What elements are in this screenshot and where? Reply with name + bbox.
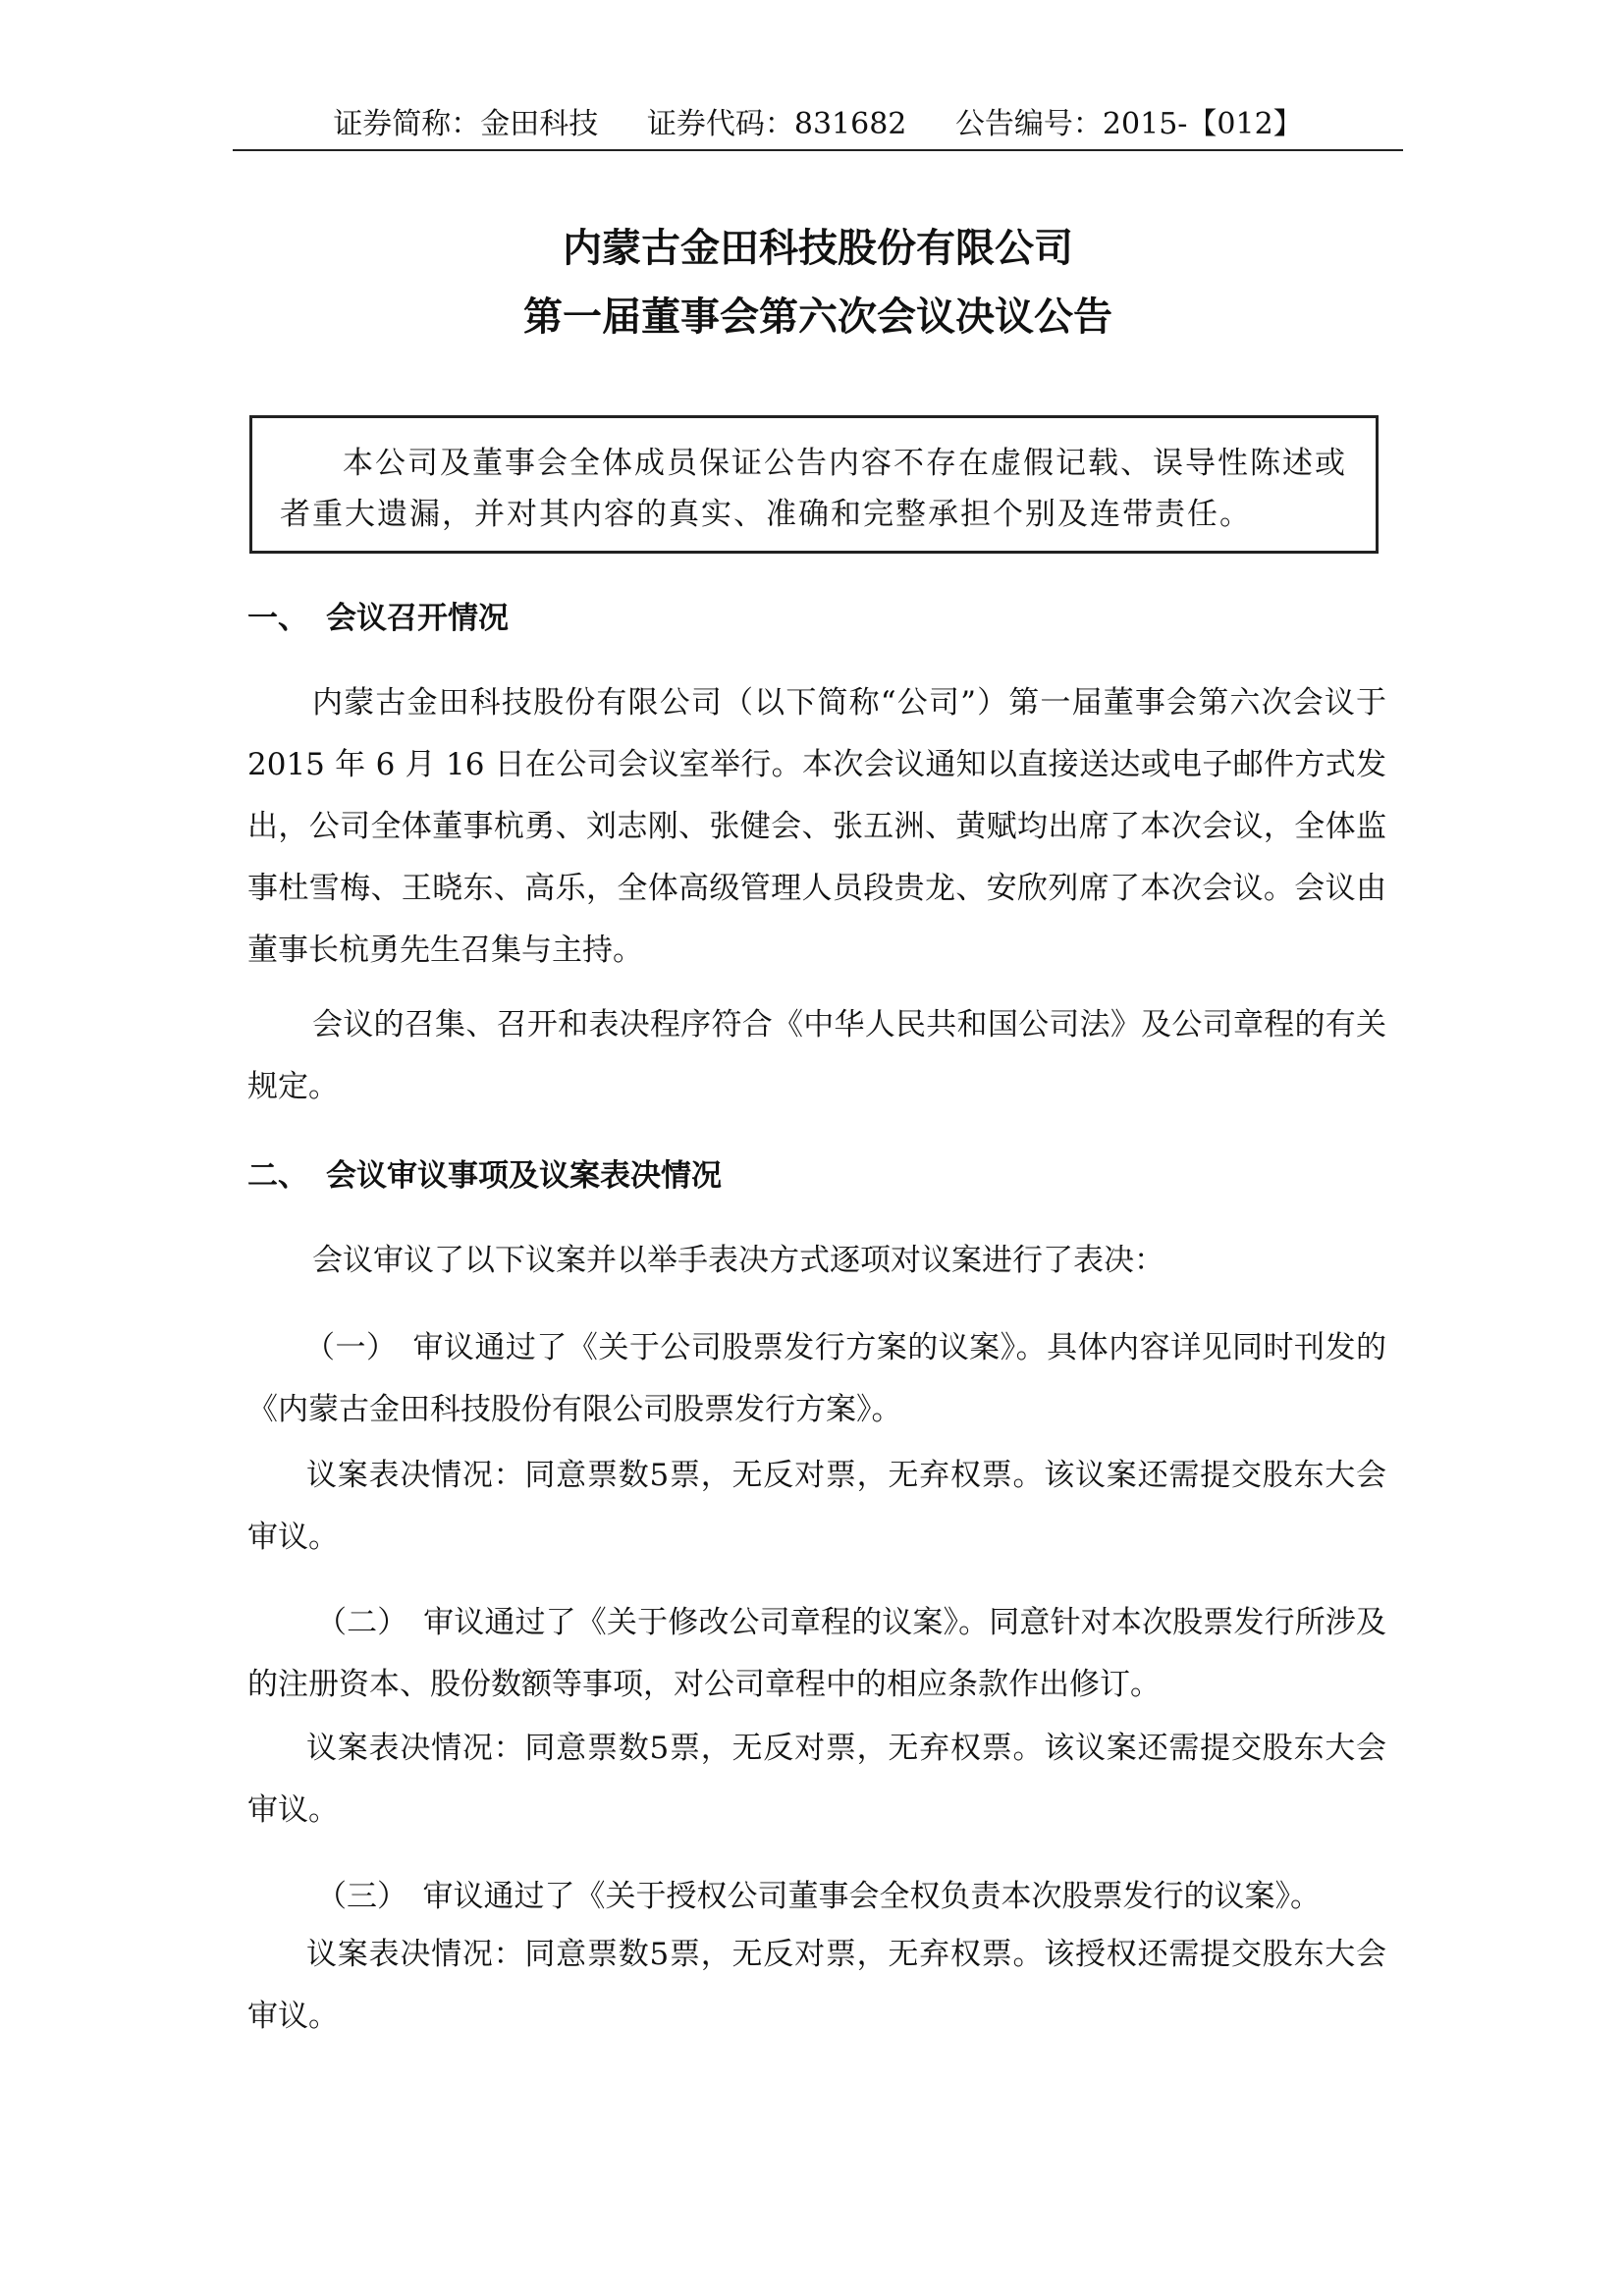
item1-text: （一） 审议通过了《关于公司股票发行方案的议案》。具体内容详见同时刊发的《内蒙古金田科技股份有限公司股票发行方案》。 [247,1330,1386,1427]
section1-number: 一、 [247,601,308,636]
section1-title: 会议召开情况 [326,601,509,636]
item2-text: （二） 审议通过了《关于修改公司章程的议案》。同意针对本次股票发行所涉及的注册资本、股份数额等事项，对公司章程中的相应条款作出修订。 [247,1605,1386,1702]
section1-paragraph2: 会议的召集、召开和表决程序符合《中华人民共和国公司法》及公司章程的有关规定。 [247,1007,1386,1104]
item3-text: （三） 审议通过了《关于授权公司董事会全权负责本次股票发行的议案》。 [316,1879,1321,1914]
document-title-line2: 第一届董事会第六次会议决议公告 [523,294,1112,340]
disclaimer-box: 本公司及董事会全体成员保证公告内容不存在虚假记载、误导性陈述或者重大遗漏，并对其内容的真实、准确和完整承担个别及连带责任。 [249,415,1379,554]
item1-vote: 议案表决情况：同意票数5票，无反对票，无弃权票。该议案还需提交股东大会审议。 [247,1458,1386,1555]
header-short-name: 证券简称：金田科技 [333,107,599,141]
section1-heading [247,599,509,638]
page-header [233,100,1403,151]
section2-heading [247,1156,722,1196]
section2-title: 会议审议事项及议案表决情况 [326,1158,722,1194]
item3-vote: 议案表决情况：同意票数5票，无反对票，无弃权票。该授权还需提交股东大会审议。 [247,1937,1386,2034]
header-notice-number: 公告编号：2015-【012】 [954,107,1303,141]
header-code: 证券代码：831682 [646,107,907,141]
section2-intro: 会议审议了以下议案并以举手表决方式逐项对议案进行了表决： [312,1243,1164,1278]
section1-paragraph1: 内蒙古金田科技股份有限公司（以下简称“公司”）第一届董事会第六次会议于 2015 年 6 月 16 日在公司会议室举行。本次会议通知以直接送达或电子邮件方式发出，公司全体董事杭勇、刘志刚、张健会、张五洲、黄赋均出席了本次会议，全体监事杜雪梅、王晓东、高乐，全体高级管理人员段贵龙、安欣列席了本次会议。会议由董事长杭勇先生召集与主持。 [247,685,1386,968]
document-title-line1: 内蒙古金田科技股份有限公司 [563,226,1073,271]
section2-number: 二、 [247,1158,308,1194]
item2-vote: 议案表决情况：同意票数5票，无反对票，无弃权票。该议案还需提交股东大会审议。 [247,1731,1386,1828]
